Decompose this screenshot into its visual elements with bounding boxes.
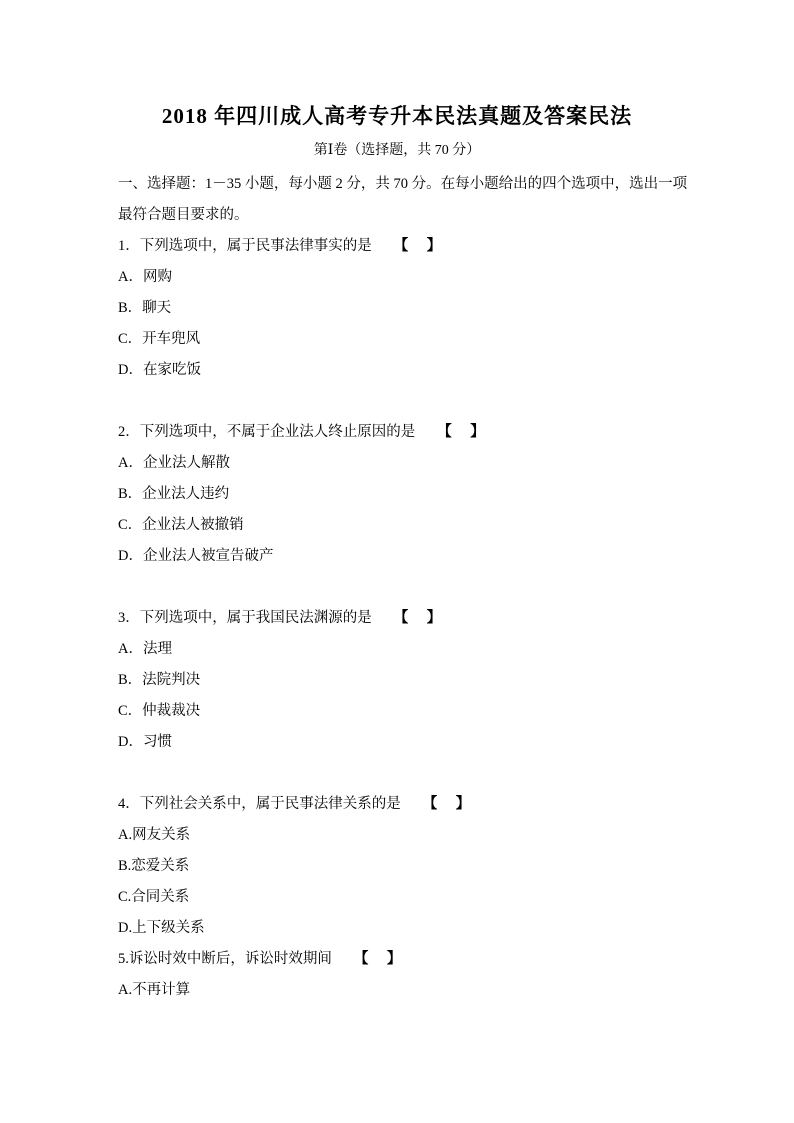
question-list (118, 231, 694, 1006)
question-stem: 3．下列选项中，属于我国民法渊源的是 (118, 610, 372, 626)
option-line: B．法院判决 (118, 672, 201, 688)
option-line: C．开车兜风 (118, 331, 201, 347)
option-line: B．聊天 (118, 300, 172, 316)
option-line: A.不再计算 (118, 982, 191, 998)
question-stem: 4．下列社会关系中，属于民事法律关系的是 (118, 796, 401, 812)
answer-bracket: 【 】 (393, 238, 444, 254)
option-line: A．企业法人解散 (118, 455, 230, 471)
answer-bracket: 【 】 (422, 796, 473, 812)
answer-bracket: 【 】 (353, 951, 404, 967)
option-line: B．企业法人违约 (118, 486, 230, 502)
option-line: C．企业法人被撤销 (118, 517, 244, 533)
answer-bracket: 【 】 (393, 610, 444, 626)
question-stem: 1．下列选项中，属于民事法律事实的是 (118, 238, 372, 254)
page-title: 2018 年四川成人高考专升本民法真题及答案民法 (161, 104, 633, 128)
question-block (118, 231, 694, 386)
question-block (118, 944, 694, 1006)
question-block (118, 789, 694, 944)
option-line: D.上下级关系 (118, 920, 205, 936)
question-stem-line (118, 417, 694, 448)
question-block (118, 603, 694, 758)
section-heading: 第Ⅰ卷（选择题，共 70 分） (313, 143, 481, 158)
option-line: A.网友关系 (118, 827, 191, 843)
question-stem-line (118, 789, 694, 820)
answer-bracket: 【 】 (437, 424, 487, 440)
question-stem: 5.诉讼时效中断后，诉讼时效期间 (118, 951, 332, 967)
option-line: C．仲裁裁决 (118, 703, 201, 719)
question-stem: 2．下列选项中，不属于企业法人终止原因的是 (118, 424, 416, 440)
option-line: D．习惯 (118, 734, 172, 750)
option-line: A．法理 (118, 641, 172, 657)
document-body (118, 169, 694, 1006)
intro-line-1: 一、选择题：1－35 小题，每小题 2 分，共 70 分。在每小题给出的四个选项中，选出一项 (118, 176, 688, 192)
question-stem-line (118, 603, 694, 634)
option-line: D．在家吃饭 (118, 362, 201, 378)
option-line: B.恋爱关系 (118, 858, 190, 874)
intro-line-2: 最符合题目要求的。 (118, 207, 249, 223)
question-block (118, 417, 694, 572)
option-line: C.合同关系 (118, 889, 190, 905)
option-line: A．网购 (118, 269, 172, 285)
option-line: D．企业法人被宣告破产 (118, 548, 274, 564)
question-stem-line (118, 231, 694, 262)
question-stem-line (118, 944, 694, 975)
